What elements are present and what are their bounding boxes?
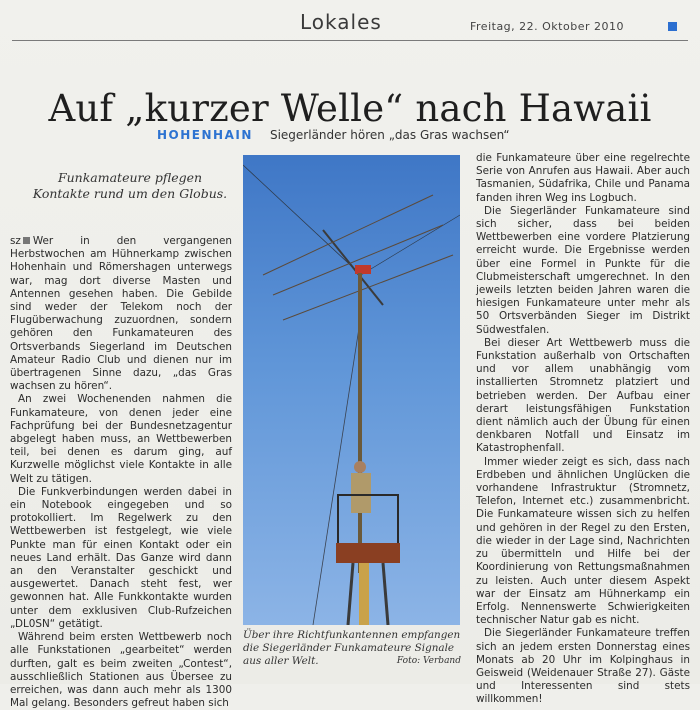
teaser: Funkamateure pflegen Kontakte rund um den Globus. [32,170,228,201]
antenna-photo [243,155,460,625]
paragraph: Während beim ersten Wettbewerb noch alle Funkstationen „gearbeitet“ werden durften, galt es beim zweiten „Contest“, ausschließlich Stationen aus Übersee zu erreichen, was dann auch mehr als 1300 Mal gelang. Besonders gefreut haben sich [10,631,232,710]
guy-wire [243,165,361,275]
kicker-row [157,124,510,143]
blue-square-icon [668,22,677,31]
antenna-element [283,255,453,320]
paragraph: An zwei Wochenenden nahmen die Funkamateure, von denen jeder eine Fachprüfung bei der Bundesnetzagentur abgelegt haben muss, an Wettbewerben teil, bei denen es darum ging, auf Kurzwelle möglichst viele Kontakte in alle Welt zu tätigen. [10,393,232,485]
antenna-illustration [243,155,460,625]
gray-square-icon [23,237,30,244]
paragraph: Die Siegerländer Funkamateure treffen sich an jedem ersten Donnerstag eines Monats ab 20 Uhr im Kolpinghaus in Geisweid (Weidenauer Straße 27). Gäste und Interessenten sind stets willkommen! [476,627,690,706]
photo-credit: Foto: Verband [396,656,461,666]
paragraph [10,235,232,393]
guy-wire [361,215,460,275]
right-column [476,152,690,707]
platform-support [383,563,388,625]
dateline: Freitag, 22. Oktober 2010 [470,20,624,33]
person-head [354,461,366,473]
header-rule [12,40,688,41]
paragraph: Die Funkverbindungen werden dabei in ein Notebook eingegeben und so protokolliert. Im Regelwerk zu den Wettbewerben ist festgelegt, wie viele Punkte man für einen Kontakt oder ein neues Land erhält. Das Ganze wird dann an den Veranstalter geschickt und ausgewertet. Danach steht fest, wer gewonnen hat. Alle Funkkontakte wurden unter dem exklusiven Club-Rufzeichen „DL0SN“ getätigt. [10,485,232,630]
paragraph: Immer wieder zeigt es sich, dass nach Erdbeben und ähnlichen Unglücken die vorhandene Infrastruktur (Stromnetz, Telefon, Internet etc.) zusammenbricht. Die Funkamateure wissen sich zu helfen und gehören in der Regel zu den Ersten, die wieder in der Lage sind, Nachrichten zu übermitteln und Hilfe bei der Koordinierung von Rettungsmaßnahmen zu leisten. Auch unter diesem Aspekt war der Einsatz am Hühnerkamp ein Erfolg. Nennenswerte Schwierigkeiten technischer Natur gab es nicht. [476,455,690,627]
paragraph: die Funkamateure über eine regelrechte Serie von Anrufen aus Hawaii. Aber auch Tasmanien, Südafrika, Chile und Panama fanden ihren Weg ins Logbuch. [476,152,690,204]
paragraph: Die Siegerländer Funkamateure sind sich sicher, dass bei beiden Wettbewerben eine vordere Platzierung erreicht wurde. Die Ergebnisse werden über eine Formel in Punkte für die Clubmeisterschaft umgerechnet. In den jeweils letzten beiden Jahren waren die hiesigen Funkamateure unter mehr als 50 Ortsverbänden Sieger im Distrikt Südwestfalen. [476,204,690,336]
paragraph: Bei dieser Art Wettbewerb muss die Funkstation außerhalb von Ortschaften und vor allem unabhängig vom installierten Stromnetz platziert und betrieben werden. Der Aufbau einer derart leistungsfähigen Funkstation dient nämlich auch der Übung für einen denkbaren Notfall und Einsatz im Katastrophenfall. [476,336,690,455]
photo-caption [243,629,461,668]
headline: Auf „kurzer Welle“ nach Hawaii [48,86,652,130]
platform-support [348,563,353,625]
caption-text: Über ihre Richtfunkantennen empfangen die Siegerländer Funkamateure Signale aus aller Welt. [243,629,461,667]
author-tag: sz [10,235,21,247]
paragraph-text: Wer in den vergangenen Herbstwochen am Hühnerkamp zwischen Hohenhain und Römershagen unterwegs war, mag dort diverse Masten und Antennen gesehen haben. Die Gebilde sind weder der Telekom noch der Flugüberwachung zuzuordnen, sondern gehören den Funkamateuren des Ortsverbands Siegerland im Deutschen Amateur Radio Club und dienen nur im übertragenen Sinne dazu, „das Gras wachsen zu hören“. [10,235,232,393]
section-title: Lokales [300,10,382,34]
lift-column [359,563,369,625]
mast [358,273,362,573]
left-column [10,235,232,710]
platform-base [336,543,400,563]
place-label: HOHENHAIN [157,128,253,142]
flag [355,265,371,274]
person-body [351,473,371,513]
subheadline: Siegerländer hören „das Gras wachsen“ [269,128,510,142]
guy-wire [313,315,361,625]
